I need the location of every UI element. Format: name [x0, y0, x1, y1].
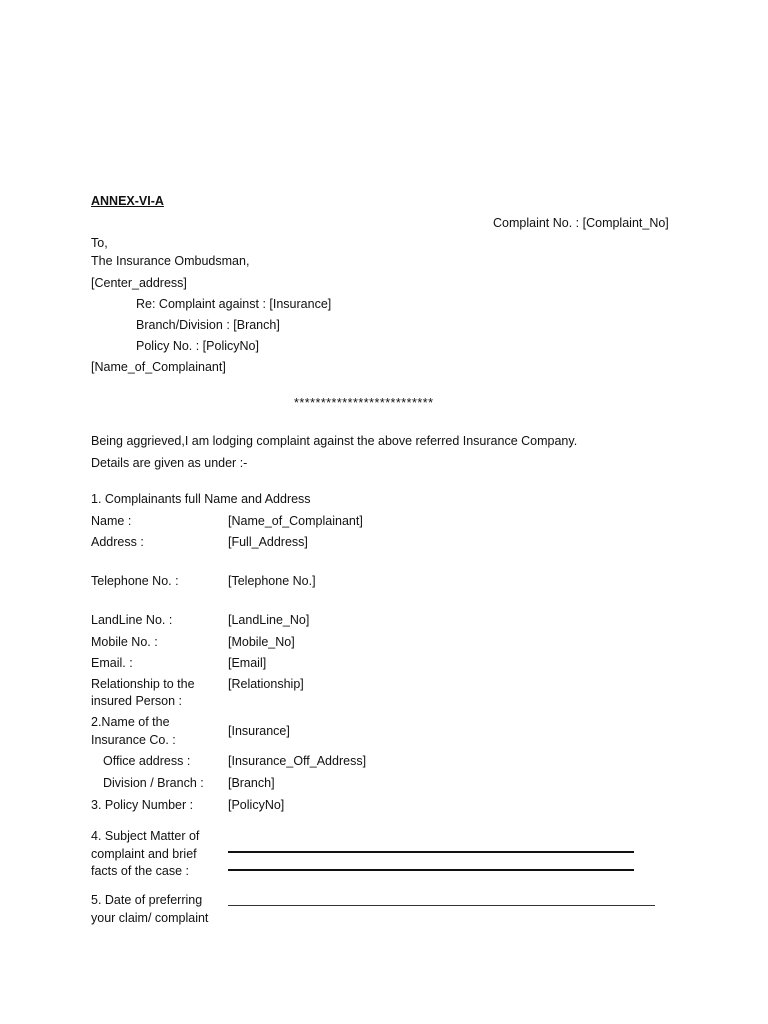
address-ombudsman: The Insurance Ombudsman,	[91, 254, 250, 268]
section4-fill-line-1	[228, 851, 634, 853]
annex-title: ANNEX-VI-A	[91, 194, 164, 208]
landline-value: [LandLine_No]	[228, 613, 310, 627]
section4-fill-line-2	[228, 869, 634, 871]
mobile-value: [Mobile_No]	[228, 635, 295, 649]
telephone-value: [Telephone No.]	[228, 574, 316, 588]
address-complainant-name: [Name_of_Complainant]	[91, 360, 226, 374]
section5-fill-line	[228, 905, 655, 906]
mobile-label: Mobile No. :	[91, 635, 158, 649]
insurance-co-label-line-2: Insurance Co. :	[91, 733, 176, 747]
address-value: [Full_Address]	[228, 535, 308, 549]
intro-line-2: Details are given as under :-	[91, 456, 248, 470]
office-address-label: Office address :	[103, 754, 191, 768]
name-label: Name :	[91, 514, 132, 528]
star-separator: **************************	[294, 396, 434, 410]
intro-line-1: Being aggrieved,I am lodging complaint against the above referred Insurance Company.	[91, 434, 578, 448]
relationship-label-line-2: insured Person :	[91, 694, 183, 708]
insurance-co-value: [Insurance]	[228, 724, 290, 738]
policy-number-label: 3. Policy Number :	[91, 798, 194, 812]
email-value: [Email]	[228, 656, 267, 670]
address-to: To,	[91, 236, 108, 250]
relationship-value: [Relationship]	[228, 677, 304, 691]
section4-label-line-2: complaint and brief	[91, 847, 197, 861]
policy-number-value: [PolicyNo]	[228, 798, 285, 812]
re-policy-no: Policy No. : [PolicyNo]	[136, 339, 259, 353]
re-complaint-against: Re: Complaint against : [Insurance]	[136, 297, 332, 311]
office-address-value: [Insurance_Off_Address]	[228, 754, 367, 768]
relationship-label-line-1: Relationship to the	[91, 677, 195, 691]
re-branch-division: Branch/Division : [Branch]	[136, 318, 280, 332]
email-label: Email. :	[91, 656, 133, 670]
complaint-number: Complaint No. : [Complaint_No]	[493, 216, 669, 230]
section5-label-line-1: 5. Date of preferring	[91, 893, 203, 907]
address-label: Address :	[91, 535, 144, 549]
section5-label-line-2: your claim/ complaint	[91, 911, 209, 925]
division-branch-label: Division / Branch :	[103, 776, 204, 790]
insurance-co-label-line-1: 2.Name of the	[91, 715, 170, 729]
telephone-label: Telephone No. :	[91, 574, 179, 588]
landline-label: LandLine No. :	[91, 613, 173, 627]
section4-label-line-1: 4. Subject Matter of	[91, 829, 200, 843]
name-value: [Name_of_Complainant]	[228, 514, 363, 528]
section4-label-line-3: facts of the case :	[91, 864, 189, 878]
address-center: [Center_address]	[91, 276, 187, 290]
section1-heading: 1. Complainants full Name and Address	[91, 492, 311, 506]
division-branch-value: [Branch]	[228, 776, 275, 790]
